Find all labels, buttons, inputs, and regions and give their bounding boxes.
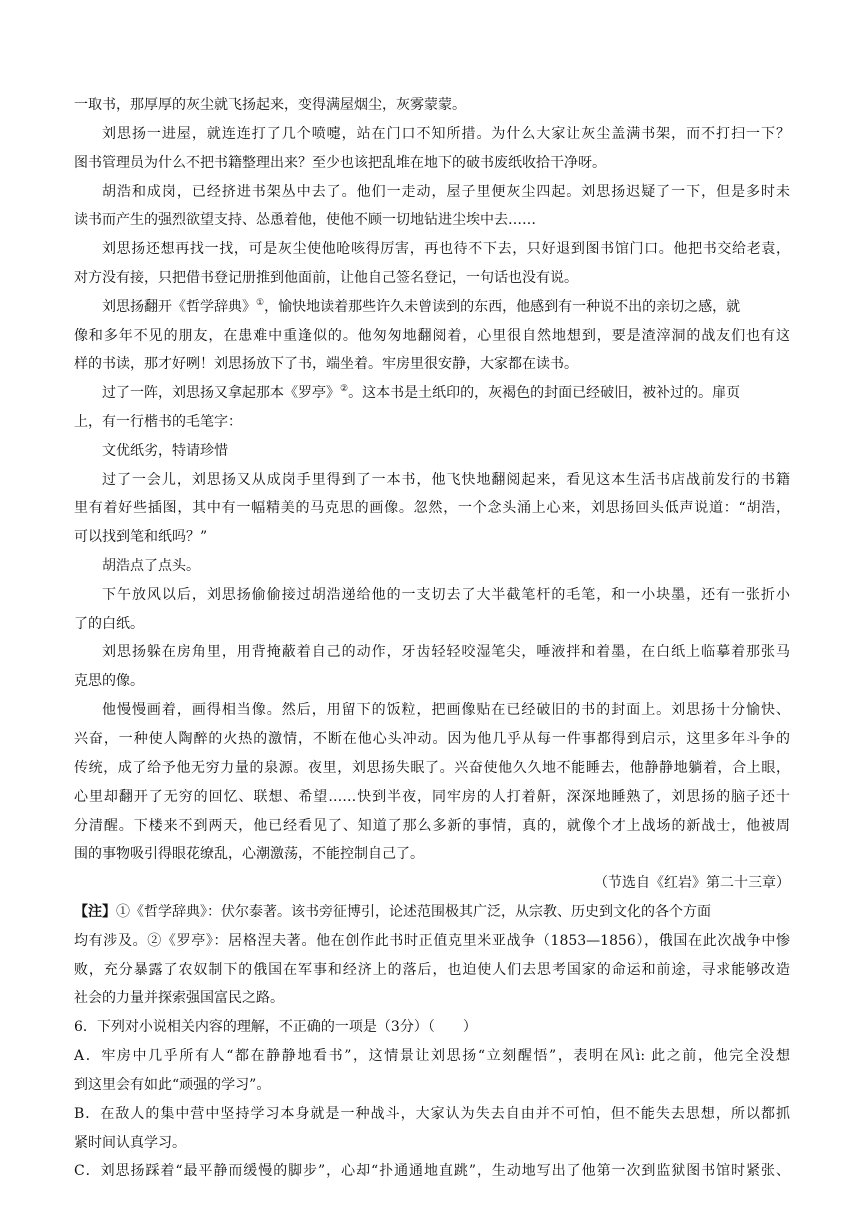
text-line: 上，有一行楷书的毛笔字：	[74, 414, 242, 430]
text-line: 下午放风以后，刘思扬偷偷接过胡浩递给他的一支切去了大半截笔杆的毛笔，和一小块墨，还有一张折小	[102, 587, 790, 603]
footnote-marker: ②	[340, 384, 349, 394]
text-line: 刘思扬躲在房角里，用背掩蔽着自己的动作，牙齿轻轻咬湿笔尖，唾液拌和着墨，在白纸上临摹着那张马	[102, 644, 790, 660]
text-line: 刘思扬还想再找一找，可是灰尘使他呛咳得厉害，再也待不下去，只好退到图书馆门口。他把书交给老袁，	[102, 241, 790, 257]
text-line: 里有着好些插图，其中有一幅精美的马克思的画像。忽然，一个念头涌上心来，刘思扬回头低声说道：“胡浩，	[74, 500, 790, 516]
text-line: 过了一会儿，刘思扬又从成岗手里得到了一本书，他飞快地翻阅起来，看见这本生活书店战前发行的书籍	[102, 472, 790, 488]
text-line	[102, 382, 790, 404]
text-line: 读书而产生的强烈欲望支持、怂恿着他，使他不顾一切地钻进尘埃中去……	[74, 212, 536, 228]
text-line: 心里却翻开了无穷的回忆、联想、希望……快到半夜，同牢房的人打着鼾，深深地睡熟了，刘思扬的脑子还十	[74, 789, 790, 805]
text-line: 像和多年不见的朋友，在患难中重逢似的。他匆匆地翻阅着，心里很自然地想到，要是渣滓洞的战友们也有这	[74, 328, 790, 344]
text-line: 胡浩点了点头。	[102, 558, 200, 574]
text-line: 传统，成了给予他无穷力量的泉源。夜里，刘思扬失眠了。兴奋使他久久地不能睡去，他静静地躺着，合上眼，	[74, 760, 790, 776]
text-line: 样的书读，那才好咧！刘思扬放下了书，端坐着。牢房里很安静，大家都在读书。	[74, 356, 578, 372]
option-b-cont: 紧时间认真学习。	[74, 1135, 186, 1151]
text-line: 胡浩和成岗，已经挤进书架丛中去了。他们一走动，屋子里便灰尘四起。刘思扬迟疑了一下，但是多时未	[102, 184, 790, 200]
text-line: 图书管理员为什么不把书籍整理出来？至少也该把乱堆在地下的破书废纸收拾干净呀。	[74, 155, 606, 171]
text-line: 围的事物吸引得眼花缭乱，心潮激荡，不能控制自己了。	[74, 846, 424, 862]
note-line: 社会的力量并探索强国富民之路。	[74, 990, 284, 1006]
text-line: 一取书，那厚厚的灰尘就飞扬起来，变得满屋烟尘，灰雾蒙蒙。	[74, 97, 466, 113]
text-line: 对方没有接，只把借书登记册推到他面前，让他自己签名登记，一句话也没有说。	[74, 270, 578, 286]
text-line: 兴奋，一种使人陶醉的火热的激情，不断在他心头冲动。因为他几乎从每一件事都得到启示，这里多年斗争的	[74, 731, 790, 747]
question-stem: 6．下列对小说相关内容的理解，不正确的一项是（3分）（ ）	[74, 1019, 477, 1035]
text-segment: ①《哲学辞典》：伏尔泰著。该书旁征博引，论述范围极其广泛，从宗教、历史到文化的各个方面	[116, 904, 711, 920]
text-line: 克思的像。	[74, 673, 144, 689]
note-line: 败，充分暴露了农奴制下的俄国在军事和经济上的落后，也迫使人们去思考国家的命运和前途，寻求能够改造	[74, 962, 790, 978]
text-line: 了的白纸。	[74, 616, 144, 632]
option-a: A．牢房中几乎所有人“都在静静地看书”，这情景让刘思扬“立刻醒悟”，表明在风ì: 此之前，他完全没想	[74, 1048, 790, 1064]
note-line: 均有涉及。②《罗亭》：居格涅夫著。他在创作此书时正值克里米亚战争（1853—1856），俄国在此次战争中惨	[74, 933, 790, 949]
text-line: 刘思扬一进屋，就连连打了几个喷嚏，站在门口不知所措。为什么大家让灰尘盖满书架，而不打扫一下？	[102, 126, 790, 142]
option-b: B．在敌人的集中营中坚持学习本身就是一种战斗，大家认为失去自由并不可怕，但不能失去思想，所以都抓	[74, 1106, 790, 1122]
option-a-cont: 到这里会有如此“顽强的学习”。	[74, 1077, 271, 1093]
text-segment: ，愉快地读着那些许久未曾读到的东西，他感到有一种说不出的亲切之感，就	[264, 299, 741, 315]
text-segment: 。这本书是土纸印的，灰褐色的封面已经破旧，被补过的。扉页	[348, 385, 741, 401]
text-segment: 刘思扬翻开《哲学辞典》	[102, 299, 256, 315]
footnote-marker: ①	[256, 298, 265, 308]
text-line: 可以找到笔和纸吗？”	[74, 529, 208, 545]
text-line: 分清醒。下楼来不到两天，他已经看见了、知道了那么多新的事情，真的，就像个才上战场的新战士，他被周	[74, 818, 790, 834]
text-segment: 过了一阵，刘思扬又拿起那本《罗亭》	[102, 385, 340, 401]
note-line	[74, 901, 790, 923]
text-line: 他慢慢画着，画得相当像。然后，用留下的饭粒，把画像贴在已经破旧的书的封面上。刘思扬十分愉快、	[102, 702, 790, 718]
option-c: C．刘思扬踩着“最平静而缓慢的脚步”，心却“扑通通地直跳”，生动地写出了他第一次到监狱图书馆时紧张、	[74, 1163, 790, 1179]
text-line	[102, 296, 790, 318]
note-label: 【注】	[74, 904, 116, 920]
text-line: 文优纸劣，特请珍惜	[102, 443, 228, 459]
source-citation: （节选自《红岩》第二十三章）	[594, 875, 790, 891]
